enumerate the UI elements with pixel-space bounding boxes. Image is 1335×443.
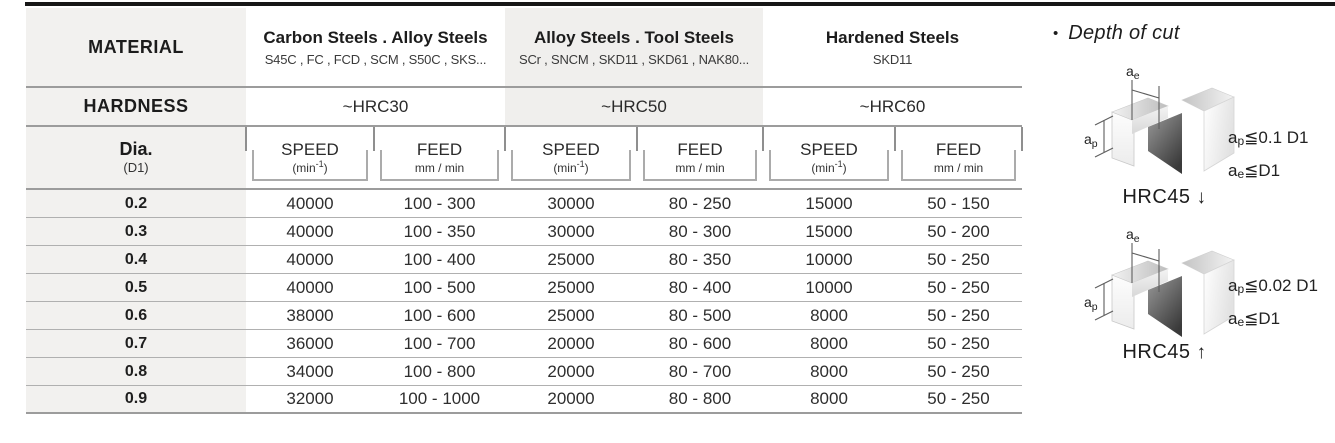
- feed-value: 50 - 250: [895, 246, 1022, 274]
- ae-condition: $a_e≦D1$: [1228, 161, 1281, 181]
- speed-header-alloy-tool: SPEED $(\min^{-1})$: [505, 127, 637, 190]
- speed-value: 8000: [763, 302, 895, 330]
- speed-value: 20000: [505, 358, 637, 386]
- ap-label: $a_p$: [1084, 131, 1098, 150]
- speed-header-carbon: SPEED $(\min^{-1})$: [246, 127, 374, 190]
- feed-value: 50 - 250: [895, 330, 1022, 358]
- speed-value: 40000: [246, 190, 374, 218]
- dia-value: 0.5: [26, 274, 246, 302]
- ae-label: $a_e$: [1126, 63, 1140, 82]
- material-group-hardened: Hardened Steels SKD11: [763, 8, 1022, 88]
- diagram-2-caption: HRC45 ↑: [1122, 341, 1207, 363]
- feed-value: 100 - 300: [374, 190, 505, 218]
- dia-value: 0.9: [26, 386, 246, 414]
- diagram-1-caption: HRC45 ↓: [1122, 186, 1207, 208]
- feed-value: 80 - 250: [637, 190, 763, 218]
- speed-value: 25000: [505, 302, 637, 330]
- speed-value: 32000: [246, 386, 374, 414]
- down-arrow-icon: ↓: [1196, 187, 1207, 208]
- feed-value: 100 - 500: [374, 274, 505, 302]
- dia-header: Dia. (D1): [26, 127, 246, 190]
- material-row-label: MATERIAL: [26, 8, 246, 88]
- speed-value: 15000: [763, 218, 895, 246]
- workpiece-block: [1112, 88, 1234, 174]
- feed-value: 100 - 1000: [374, 386, 505, 414]
- feed-value: 80 - 350: [637, 246, 763, 274]
- speed-value: 10000: [763, 246, 895, 274]
- feed-value: 50 - 200: [895, 218, 1022, 246]
- ap-label: $a_p$: [1084, 294, 1098, 313]
- speed-value: 8000: [763, 358, 895, 386]
- speed-value: 34000: [246, 358, 374, 386]
- dia-value: 0.8: [26, 358, 246, 386]
- feed-value: 50 - 150: [895, 190, 1022, 218]
- material-group-alloy-tool: Alloy Steels . Tool Steels SCr , SNCM , SKD11 , SKD61 , NAK80...: [505, 8, 763, 88]
- dia-value: 0.6: [26, 302, 246, 330]
- ap-condition: $a_p≦0.1$ D1: [1228, 128, 1309, 148]
- feed-value: 50 - 250: [895, 358, 1022, 386]
- cutting-table: [26, 8, 1022, 414]
- depth-of-cut-title: • Depth of cut: [1053, 22, 1180, 44]
- feed-value: 100 - 700: [374, 330, 505, 358]
- diagram-2-conditions: [1228, 270, 1318, 336]
- dia-value: 0.4: [26, 246, 246, 274]
- dia-value: 0.2: [26, 190, 246, 218]
- bullet-icon: •: [1053, 25, 1059, 42]
- speed-value: 30000: [505, 190, 637, 218]
- speed-value: 40000: [246, 218, 374, 246]
- speed-value: 25000: [505, 246, 637, 274]
- speed-value: 38000: [246, 302, 374, 330]
- ae-condition: $a_e≦D1$: [1228, 309, 1281, 329]
- feed-value: 100 - 350: [374, 218, 505, 246]
- feed-value: 50 - 250: [895, 274, 1022, 302]
- feed-header-carbon: FEED mm / min: [374, 127, 505, 190]
- feed-value: 50 - 250: [895, 302, 1022, 330]
- feed-value: 80 - 600: [637, 330, 763, 358]
- speed-value: 40000: [246, 274, 374, 302]
- feed-value: 80 - 500: [637, 302, 763, 330]
- ap-condition: $a_p≦0.02$ D1: [1228, 276, 1318, 296]
- feed-header-hardened: FEED mm / min: [895, 127, 1022, 190]
- speed-value: 20000: [505, 386, 637, 414]
- hardness-alloy-tool: ~HRC50: [505, 88, 763, 127]
- feed-value: 100 - 400: [374, 246, 505, 274]
- hardness-carbon: ~HRC30: [246, 88, 505, 127]
- speed-value: 8000: [763, 386, 895, 414]
- speed-value: 30000: [505, 218, 637, 246]
- material-group-carbon: Carbon Steels . Alloy Steels S45C , FC , FCD , SCM , S50C , SKS...: [246, 8, 505, 88]
- feed-value: 80 - 300: [637, 218, 763, 246]
- ae-label: $a_e$: [1126, 226, 1140, 245]
- speed-value: 20000: [505, 330, 637, 358]
- speed-header-hardened: SPEED $(\min^{-1})$: [763, 127, 895, 190]
- workpiece-block: [1112, 251, 1234, 337]
- diagram-1-conditions: [1228, 122, 1309, 188]
- speed-value: 36000: [246, 330, 374, 358]
- speed-value: 10000: [763, 274, 895, 302]
- speed-value: 40000: [246, 246, 374, 274]
- dia-value: 0.7: [26, 330, 246, 358]
- feed-value: 80 - 700: [637, 358, 763, 386]
- feed-header-alloy-tool: FEED mm / min: [637, 127, 763, 190]
- depth-of-cut-diagram-1: [1082, 50, 1247, 200]
- dia-value: 0.3: [26, 218, 246, 246]
- speed-value: 25000: [505, 274, 637, 302]
- top-rule: [25, 2, 1335, 6]
- feed-value: 50 - 250: [895, 386, 1022, 414]
- hardness-row-label: HARDNESS: [26, 88, 246, 127]
- hardness-hardened: ~HRC60: [763, 88, 1022, 127]
- feed-value: 80 - 400: [637, 274, 763, 302]
- speed-value: 8000: [763, 330, 895, 358]
- feed-value: 100 - 600: [374, 302, 505, 330]
- feed-value: 100 - 800: [374, 358, 505, 386]
- up-arrow-icon: ↑: [1196, 342, 1207, 363]
- feed-value: 80 - 800: [637, 386, 763, 414]
- speed-value: 15000: [763, 190, 895, 218]
